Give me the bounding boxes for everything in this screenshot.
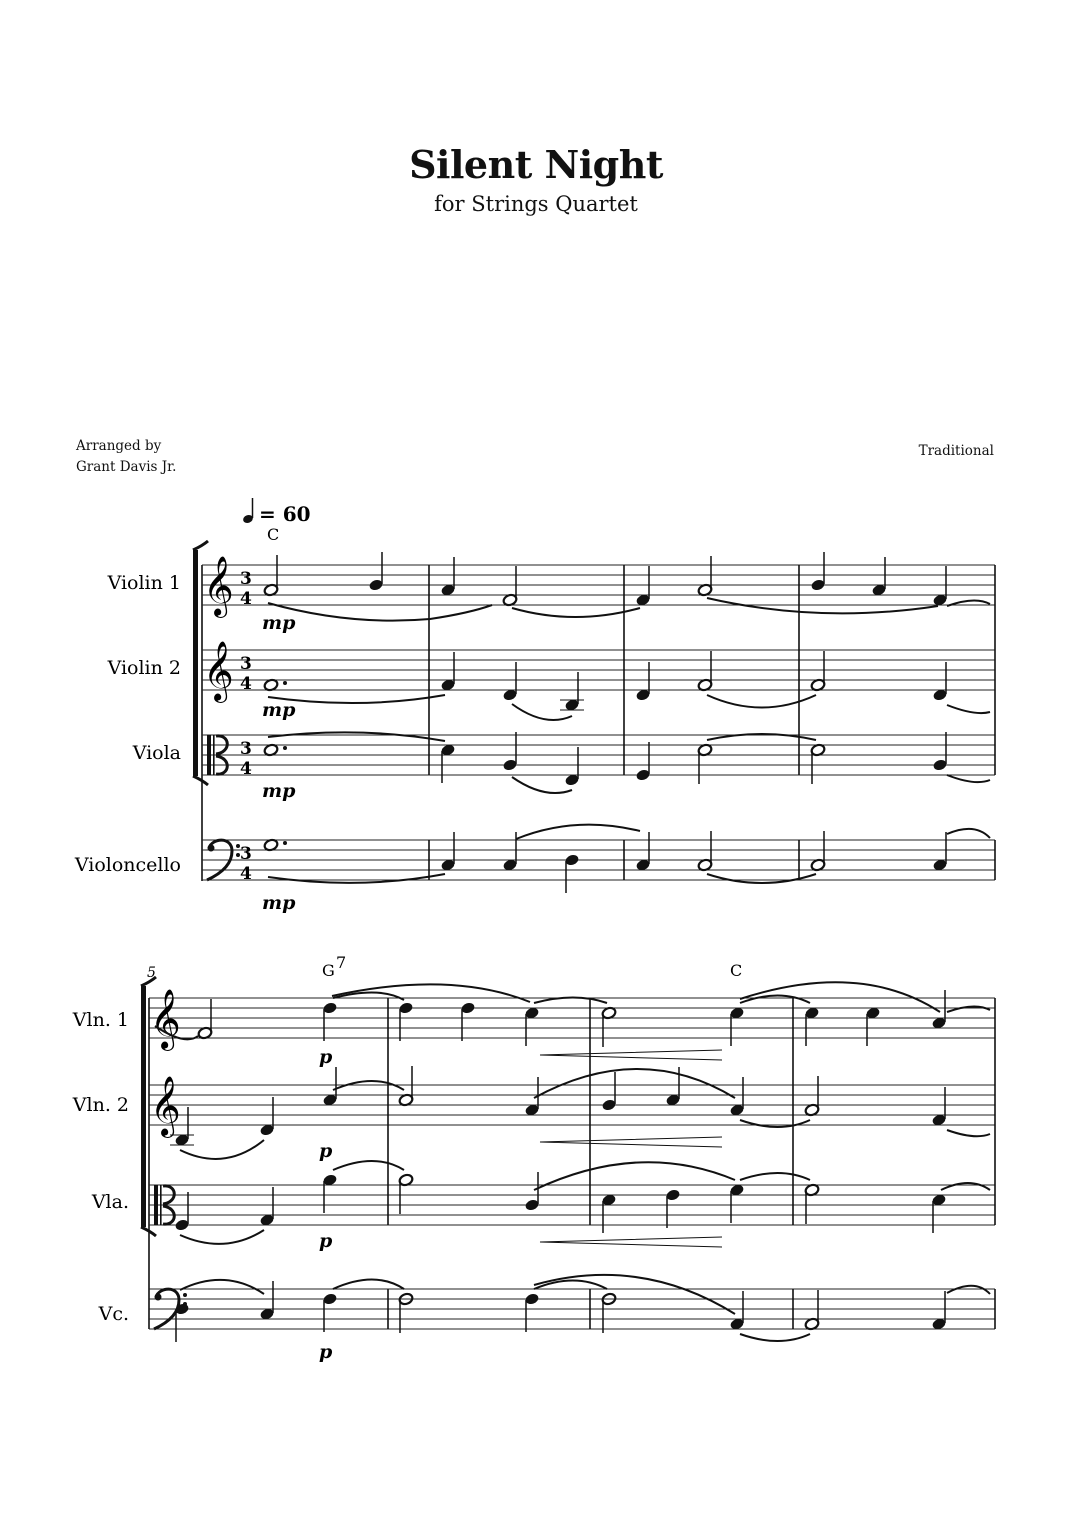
treble-clef-icon: 𝄞 bbox=[150, 989, 181, 1049]
score-title: Silent Night bbox=[409, 142, 663, 187]
svg-text:4: 4 bbox=[240, 759, 252, 779]
measure-number: 5 bbox=[147, 965, 156, 981]
svg-text:4: 4 bbox=[240, 589, 252, 609]
chord-symbol: C bbox=[730, 961, 743, 980]
notes-violin2-system-2 bbox=[170, 1066, 990, 1159]
barlines-system-2 bbox=[388, 998, 995, 1329]
svg-text:3: 3 bbox=[240, 569, 252, 589]
notes-violin2-system-1 bbox=[263, 651, 990, 720]
treble-clef-icon: 𝄞 bbox=[203, 556, 234, 616]
instrument-name-cello: Violoncello bbox=[74, 854, 181, 876]
svg-text:3: 3 bbox=[240, 844, 252, 864]
staff-cello bbox=[149, 1289, 995, 1329]
staff-violin1 bbox=[149, 998, 995, 1038]
svg-text:3: 3 bbox=[240, 654, 252, 674]
staff-cello bbox=[202, 840, 995, 880]
notes-viola-system-2 bbox=[174, 1161, 990, 1244]
score-subtitle: for Strings Quartet bbox=[434, 192, 638, 216]
dynamic-marking: mp bbox=[262, 612, 296, 634]
barlines-system-1 bbox=[429, 565, 995, 880]
arranger-name: Grant Davis Jr. bbox=[76, 459, 177, 475]
instrument-name-violin2: Vln. 2 bbox=[72, 1094, 129, 1116]
notes-cello-system-1 bbox=[263, 825, 990, 893]
instrument-name-violin2: Violin 2 bbox=[107, 657, 181, 679]
staff-viola bbox=[149, 1185, 995, 1225]
staff-violin2 bbox=[149, 1085, 995, 1125]
instrument-name-viola: Viola bbox=[132, 742, 181, 764]
dynamic-marking: mp bbox=[262, 780, 296, 802]
dynamic-marking: p bbox=[319, 1230, 333, 1252]
treble-clef-icon: 𝄞 bbox=[150, 1076, 181, 1136]
notes-viola-system-1 bbox=[263, 732, 990, 793]
svg-text:4: 4 bbox=[240, 864, 252, 884]
system-2 bbox=[72, 953, 995, 1363]
dynamic-marking: mp bbox=[262, 892, 296, 914]
chord-symbol bbox=[322, 953, 346, 980]
chord-symbol: C bbox=[267, 525, 280, 544]
tempo-text: = 60 bbox=[259, 502, 311, 526]
staff-viola bbox=[202, 735, 995, 775]
dynamic-marking: p bbox=[319, 1140, 333, 1162]
svg-text:7: 7 bbox=[336, 953, 347, 972]
treble-clef-icon: 𝄞 bbox=[203, 641, 234, 701]
instrument-name-viola: Vla. bbox=[91, 1191, 129, 1213]
dynamic-marking: p bbox=[319, 1046, 333, 1068]
time-signature bbox=[240, 569, 252, 884]
svg-text:4: 4 bbox=[240, 674, 252, 694]
instrument-name-violin1: Vln. 1 bbox=[72, 1009, 129, 1031]
tempo-marking bbox=[242, 498, 311, 526]
instrument-name-violin1: Violin 1 bbox=[107, 572, 181, 594]
dynamic-marking: p bbox=[319, 1341, 333, 1363]
notes-cello-system-2 bbox=[174, 1275, 990, 1342]
composer-credit: Traditional bbox=[918, 443, 994, 459]
arranger-label: Arranged by bbox=[76, 438, 162, 454]
dynamic-marking: mp bbox=[262, 699, 296, 721]
svg-text:3: 3 bbox=[240, 739, 252, 759]
instrument-name-cello: Vc. bbox=[98, 1303, 129, 1325]
staff-violin1 bbox=[202, 565, 995, 605]
svg-text:G: G bbox=[322, 961, 335, 980]
notes-violin1-system-1 bbox=[263, 552, 990, 621]
system-1 bbox=[74, 498, 995, 914]
notes-violin1-system-2 bbox=[155, 982, 990, 1047]
staff-violin2 bbox=[202, 650, 995, 690]
